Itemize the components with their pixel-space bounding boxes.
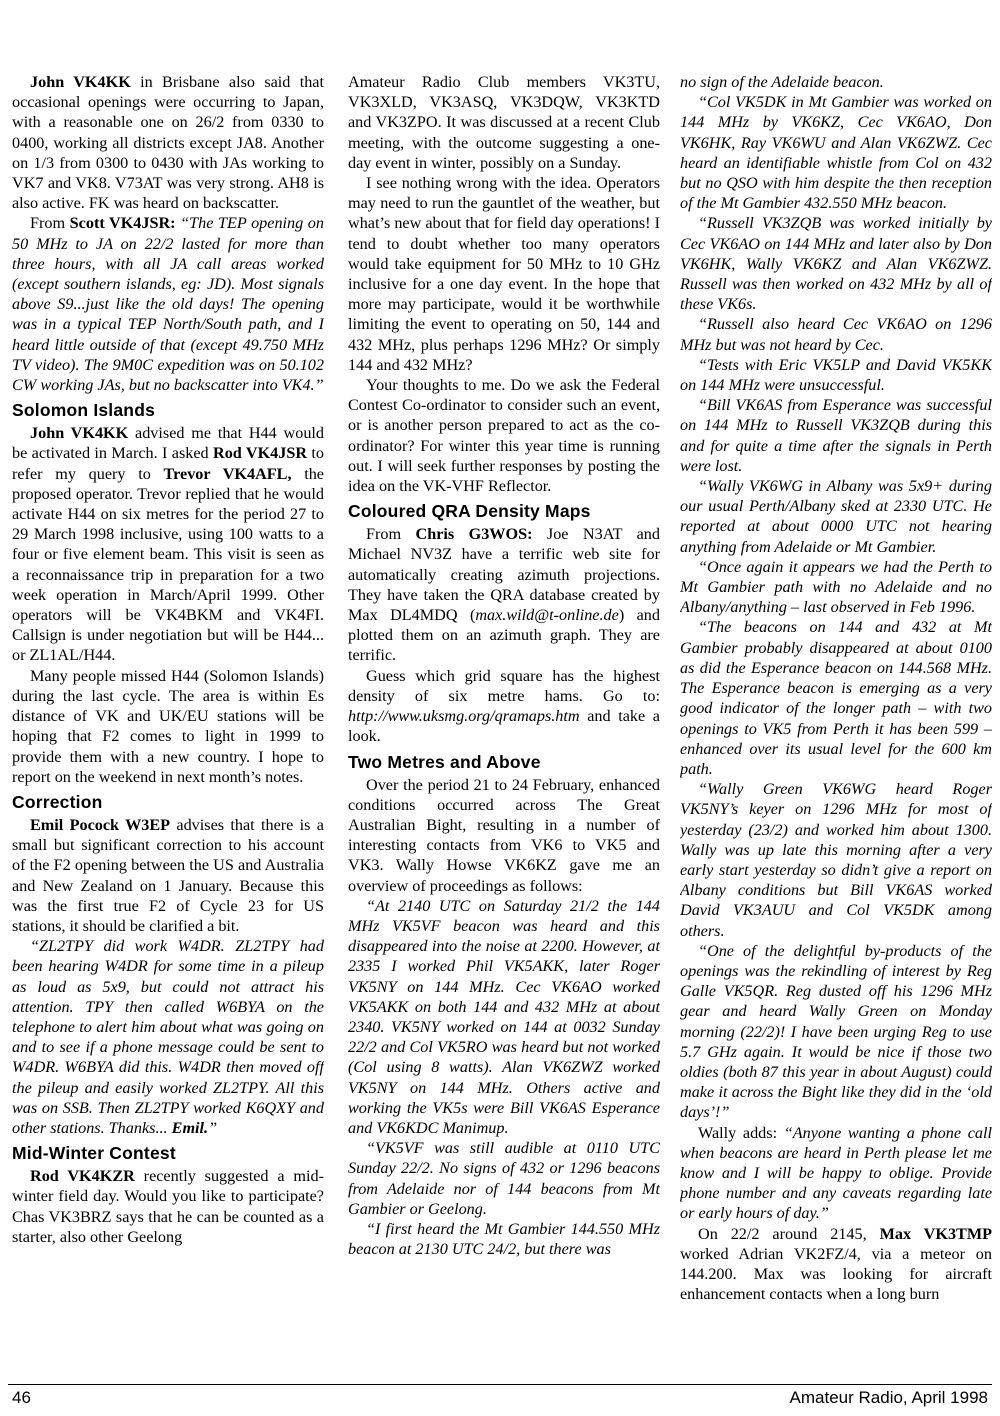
paragraph xyxy=(348,524,660,665)
italic-text: “Once again it appears we had the Perth to Mt Gambier path with no Adelaide and no Albany/anything – last observed in Feb 1996. xyxy=(680,557,992,617)
text-run: Amateur Radio Club members VK3TU, VK3XLD, VK3ASQ, VK3DQW, VK3KTD and VK3ZPO. It was discussed at a recent Club meeting, with the outcome suggesting a one-day event in winter, possibly on a Sunday. xyxy=(348,73,660,172)
section-heading: Coloured QRA Density Maps xyxy=(348,501,591,522)
bold-text: Emil Pocock W3EP xyxy=(30,815,171,834)
text-run: Over the period 21 to 24 February, enhanced conditions occurred across The Great Australian Bight, resulting in a number of interesting contacts from VK6 to VK5 and VK3. Wally Howse VK6KZ gave me an overview of proceedings as follows: xyxy=(348,775,660,895)
italic-text: http://www.uksmg.org/qramaps.htm xyxy=(348,707,580,726)
text-run: Guess which grid square has the highest density of six metre hams. Go to: xyxy=(348,666,660,705)
paragraph xyxy=(680,941,992,1123)
italic-text: “ZL2TPY did work W4DR. ZL2TPY had been hearing W4DR for some time in a pileup as loud as 5x9, but could not attract his attention. TPY then called W6BYA on the telephone to alert him about what was going on and to see if a phone message could be sent to W4DR. W6BYA did this. W4DR then moved off the pileup and easily worked ZL2TPY. All this was on SSB. Then ZL2TPY worked K6QXY and other stations. Thanks... xyxy=(12,937,324,1137)
text-run: ) and plotted them on an azimuth graph. They are terrific. xyxy=(348,606,660,665)
column-2 xyxy=(348,72,660,1259)
bold-text: Max VK3TMP xyxy=(879,1224,992,1243)
footer-divider xyxy=(8,1384,992,1385)
text-run: Your thoughts to me. Do we ask the Federal Contest Co-ordinator to consider such an event, or is another person prepared to act as the co-ordinator? For winter this year time is running out. I will seek further responses by posting the idea on the VK-VHF Reflector. xyxy=(348,376,660,496)
page-number: 46 xyxy=(12,1388,31,1407)
text-run: On 22/2 around 2145, xyxy=(698,1224,880,1243)
paragraph xyxy=(680,395,992,476)
text-run: the proposed operator. Trevor replied that he would activate H44 on six metres for the period 27 to 29 March 1998 inclusive, using 100 watts to a four or five element beam. This visit is seen as a reconnaissance trip in preparation for a two week operation in March/April 1999. Other operators will be VK4BKM and VK4FI. Callsign is under negotiation but will be H44... or ZL1AL/H44. xyxy=(12,464,324,665)
paragraph xyxy=(680,72,992,92)
italic-text: “Wally VK6WG in Albany was 5x9+ during our usual Perth/Albany sked at 2330 UTC. He reported at about 0000 UTC not hearing anything from Adelaide or Mt Gambier. xyxy=(680,477,992,556)
paragraph xyxy=(12,815,324,936)
paragraph xyxy=(680,476,992,557)
section-heading: Solomon Islands xyxy=(12,400,156,421)
italic-text: “Anyone wanting a phone call when beacons are heard in Perth please let me know and I will be happy to oblige. Provide phone number and any caveats regarding late or early hours of day.” xyxy=(680,1123,992,1223)
paragraph xyxy=(12,666,324,787)
italic-text: max.wild@t-online.de xyxy=(475,606,619,625)
bold-text: Rod VK4JSR xyxy=(213,444,308,463)
paragraph xyxy=(348,896,660,1138)
italic-text: “One of the delightful by-products of the openings was the rekindling of interest by Reg Galle VK5QR. Reg dusted off his 1296 MHz gear and heard Wally Green on Monday morning (22/2)! I have been urging Reg to use 5.7 GHz again. It would be nice if those two oldies (both 87 this year in about August) could make it across the Bight like they did in the ‘old days’!” xyxy=(680,941,992,1122)
paragraph xyxy=(680,779,992,941)
paragraph xyxy=(680,557,992,618)
bold-text: Scott VK4JSR: xyxy=(69,214,176,233)
paragraph xyxy=(348,375,660,496)
italic-text: no sign of the Adelaide beacon. xyxy=(680,73,884,91)
paragraph xyxy=(348,775,660,896)
paragraph xyxy=(12,213,324,395)
text-run: worked Adrian VK2FZ/4, via a meteor on 144.200. Max was looking for aircraft enhancement contacts when a long burn xyxy=(680,1244,992,1304)
paragraph xyxy=(680,92,992,213)
paragraph xyxy=(12,936,324,1138)
italic-text: “The beacons on 144 and 432 at Mt Gambier probably disappeared at about 0100 as did the Esperance beacon on 144.568 MHz. The Esperance beacon is emerging as a very good indicator of the longer path – with two openings to VK5 from Perth it has been 599 – enhanced over its usual level for the 600 km path. xyxy=(680,618,992,778)
bold-text: Trevor VK4AFL, xyxy=(163,464,292,483)
italic-text: “I first heard the Mt Gambier 144.550 MHz beacon at 2130 UTC 24/2, but there was xyxy=(348,1219,660,1259)
italic-text: “Wally Green VK6WG heard Roger VK5NY’s keyer on 1296 MHz for most of yesterday (23/2) and worked him about 1300. Wally was up late this morning after a very early start yesterday so didn’t give a report on Albany conditions but Bill VK6AS worked David VK3AUU and Col VK5DK among others. xyxy=(680,780,992,940)
text-run: to refer my query to xyxy=(12,444,324,483)
text-run: From xyxy=(30,214,70,233)
text-run: advised me that H44 would be activated in March. I asked xyxy=(12,424,324,463)
column-3 xyxy=(680,72,992,1304)
italic-text: “Col VK5DK in Mt Gambier was worked on 144 MHz by VK6KZ, Cec VK6AO, Don VK6HK, Ray VK6WU and Alan VK6ZWZ. Cec heard an identifiable whistle from Col on 432 but no QSO with him despite the then reception of the Mt Gambier 432.550 MHz beacon. xyxy=(680,93,992,213)
text-run: and take a look. xyxy=(348,707,660,746)
text-run: Many people missed H44 (Solomon Islands) during the last cycle. The area is within Es distance of VK and UK/EU stations will be hoping that F2 comes to light in 1999 to provide them with a new country. I hope to report on the weekend in next month’s notes. xyxy=(12,666,324,786)
paragraph xyxy=(680,1123,992,1224)
italic-text: “At 2140 UTC on Saturday 21/2 the 144 MHz VK5VF beacon was heard and this disappeared into the noise at 2200. However, at 2335 I worked Phil VK5AKK, later Roger VK5NY on 144 MHz. Cec VK6AO worked VK5AKK on both 144 and 432 MHz at about 2340. VK5NY worked on 144 at 0032 Sunday 22/2 and Col VK5RO was heard but not worked (Col using 8 watts). Alan VK6ZWZ worked VK5NY on 144 MHz. Others active and working the VK5s were Bill VK6AS Esperance and VK6KDC Manimup. xyxy=(348,896,660,1137)
section-heading: Two Metres and Above xyxy=(348,751,541,772)
italic-text: “VK5VF was still audible at 0110 UTC Sunday 22/2. No signs of 432 or 1296 beacons from Adelaide nor of 144 beacons from Mt Gambier or Geelong. xyxy=(348,1139,660,1218)
italic-text: “Bill VK6AS from Esperance was successful on 144 MHz to Russell VK3ZQB during this and for quite a time after the signals in Perth were lost. xyxy=(680,396,992,475)
paragraph xyxy=(348,173,660,375)
text-run: From xyxy=(366,525,416,544)
paragraph xyxy=(348,1138,660,1219)
text-run: I see nothing wrong with the idea. Operators may need to run the gauntlet of the weather, but what’s new about that for field day operations! I tend to doubt whether too many operators would take equipment for 50 MHz to 10 GHz inclusive for a one day event. In the hope that more may participate, would it be worthwhile limiting the event to operating on 50, 144 and 432 MHz, plus perhaps 1296 MHz? Or simply 144 and 432 MHz? xyxy=(348,174,660,374)
paragraph xyxy=(680,355,992,395)
italic-text: “The TEP opening on 50 MHz to JA on 22/2 lasted for more than three hours, with all JA call areas worked (except southern islands, eg: JD). Most signals above S9...just like the old days! The opening was in a typical TEP North/South path, and I heard little outside of that (except 49.750 MHz TV video). The 9M0C expedition was on 50.102 CW working JAs, but no backscatter into VK4.” xyxy=(12,214,324,395)
paragraph xyxy=(680,314,992,354)
paragraph xyxy=(348,1219,660,1259)
bold-text: Rod VK4KZR xyxy=(30,1167,135,1186)
paragraph xyxy=(680,617,992,779)
italic-text: “Russell also heard Cec VK6AO on 1296 MHz but was not heard by Cec. xyxy=(680,315,992,354)
section-heading: Mid-Winter Contest xyxy=(12,1143,176,1164)
paragraph xyxy=(12,423,324,665)
text-run: recently suggested a mid-winter field day. Would you like to participate? Chas VK3BRZ says that he can be counted as a starter, also other Geelong xyxy=(12,1167,324,1246)
section-heading: Correction xyxy=(12,791,103,812)
bold-text: Emil. xyxy=(171,1118,209,1137)
text-run: Joe N3AT and Michael NV3Z have a terrific web site for automatically creating azimuth projections. They have taken the QRA database created by Max DL4MDQ ( xyxy=(348,525,660,625)
publication-footer: Amateur Radio, April 1998 xyxy=(789,1388,988,1407)
italic-text: “Tests with Eric VK5LP and David VK5KK on 144 MHz were unsuccessful. xyxy=(680,355,992,395)
paragraph xyxy=(348,666,660,747)
text-run: in Brisbane also said that occasional openings were occurring to Japan, with a reasonable one on 26/2 from 0330 to 0400, working all districts except JA8. Another on 1/3 from 0300 to 0430 with JAs working to VK7 and VK8. V73AT was very strong. AH8 is also active. FK was heard on backscatter. xyxy=(12,73,324,213)
italic-text: ” xyxy=(208,1118,218,1137)
text-run: advises that there is a small but significant correction to his account of the F2 opening between the US and Australia and New Zealand on 1 January. Because this was the first true F2 of Cycle 23 for US stations, it should be clarified a bit. xyxy=(12,815,324,935)
bold-text: John VK4KK xyxy=(30,73,131,91)
column-1 xyxy=(12,72,324,1247)
paragraph xyxy=(12,72,324,213)
paragraph xyxy=(12,1166,324,1247)
paragraph xyxy=(348,72,660,173)
paragraph xyxy=(680,213,992,314)
bold-text: Chris G3WOS: xyxy=(415,525,533,544)
bold-text: John VK4KK xyxy=(30,424,129,443)
italic-text: “Russell VK3ZQB was worked initially by Cec VK6AO on 144 MHz and later also by Don VK6HK, Wally VK6KZ and Alan VK6ZWZ. Russell was then worked on 432 MHz by all of these VK6s. xyxy=(680,214,992,314)
text-run: Wally adds: xyxy=(698,1123,784,1142)
paragraph xyxy=(680,1224,992,1305)
